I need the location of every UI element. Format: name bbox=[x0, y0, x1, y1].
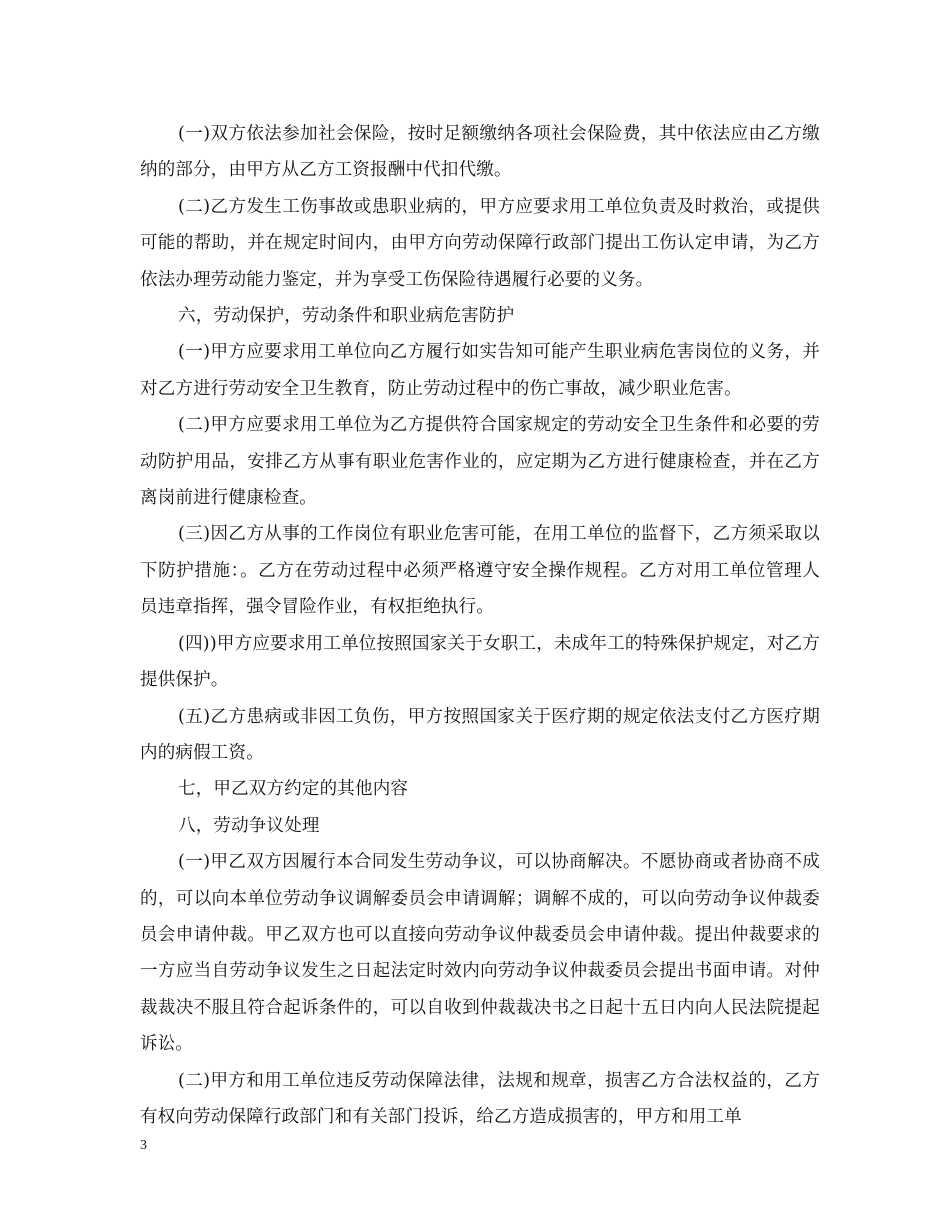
paragraph-work-injury: (二)乙方发生工伤事故或患职业病的，甲方应要求用工单位负责及时救治，或提供可能的帮助，并在规定时间内，由甲方向劳动保障行政部门提出工伤认定申请，为乙方依法办理劳动能力鉴定，并为享受工伤保险待遇履行必要的义务。 bbox=[140, 196, 820, 290]
paragraph-special-protection: (四))甲方应要求用工单位按照国家关于女职工，未成年工的特殊保护规定，对乙方提供保护。 bbox=[140, 633, 820, 691]
paragraph-complaints: (二)甲方和用工单位违反劳动保障法律，法规和规章，损害乙方合法权益的，乙方有权向劳动保障行政部门和有关部门投诉，给乙方造成损害的，甲方和用工单 bbox=[140, 1070, 820, 1127]
paragraph-hazard-disclosure: (一)甲方应要求用工单位向乙方履行如实告知可能产生职业病危害岗位的义务，并对乙方进行劳动安全卫生教育，防止劳动过程中的伤亡事故，减少职业危害。 bbox=[140, 342, 820, 399]
paragraph-dispute-resolution: (一)甲乙双方因履行本合同发生劳动争议，可以协商解决。不愿协商或者协商不成的，可以向本单位劳动争议调解委员会申请调解；调解不成的，可以向劳动争议仲裁委员会申请仲裁。甲乙双方也可以直接向劳动争议仲裁委员会申请仲裁。提出仲裁要求的一方应当自劳动争议发生之日起法定时效内向劳动争议仲裁委员会提出书面申请。对仲裁裁决不服且符合起诉条件的，可以自收到仲裁裁决书之日起十五日内向人民法院提起诉讼。 bbox=[140, 852, 820, 1055]
section-heading-labor-disputes: 八，劳动争议处理 bbox=[178, 815, 320, 836]
paragraph-protective-measures: (三)因乙方从事的工作岗位有职业危害可能，在用工单位的监督下，乙方须采取以下防护措施：。乙方在劳动过程中必须严格遵守安全操作规程。乙方对用工单位管理人员违章指挥，强令冒险作业，有权拒绝执行。 bbox=[140, 524, 820, 618]
paragraph-sick-leave: (五)乙方患病或非因工负伤，甲方按照国家关于医疗期的规定依法支付乙方医疗期内的病假工资。 bbox=[140, 706, 820, 763]
section-heading-other-terms: 七，甲乙双方约定的其他内容 bbox=[178, 779, 409, 800]
document-body bbox=[140, 116, 820, 1135]
paragraph-social-insurance: (一)双方依法参加社会保险，按时足额缴纳各项社会保险费，其中依法应由乙方缴纳的部分，由甲方从乙方工资报酬中代扣代缴。 bbox=[140, 124, 820, 181]
paragraph-safety-conditions: (二)甲方应要求用工单位为乙方提供符合国家规定的劳动安全卫生条件和必要的劳动防护用品，安排乙方从事有职业危害作业的，应定期为乙方进行健康检查，并在乙方离岗前进行健康检查。 bbox=[140, 415, 820, 509]
page-number: 3 bbox=[140, 1138, 147, 1153]
section-heading-labor-protection: 六，劳动保护，劳动条件和职业病危害防护 bbox=[178, 306, 515, 327]
